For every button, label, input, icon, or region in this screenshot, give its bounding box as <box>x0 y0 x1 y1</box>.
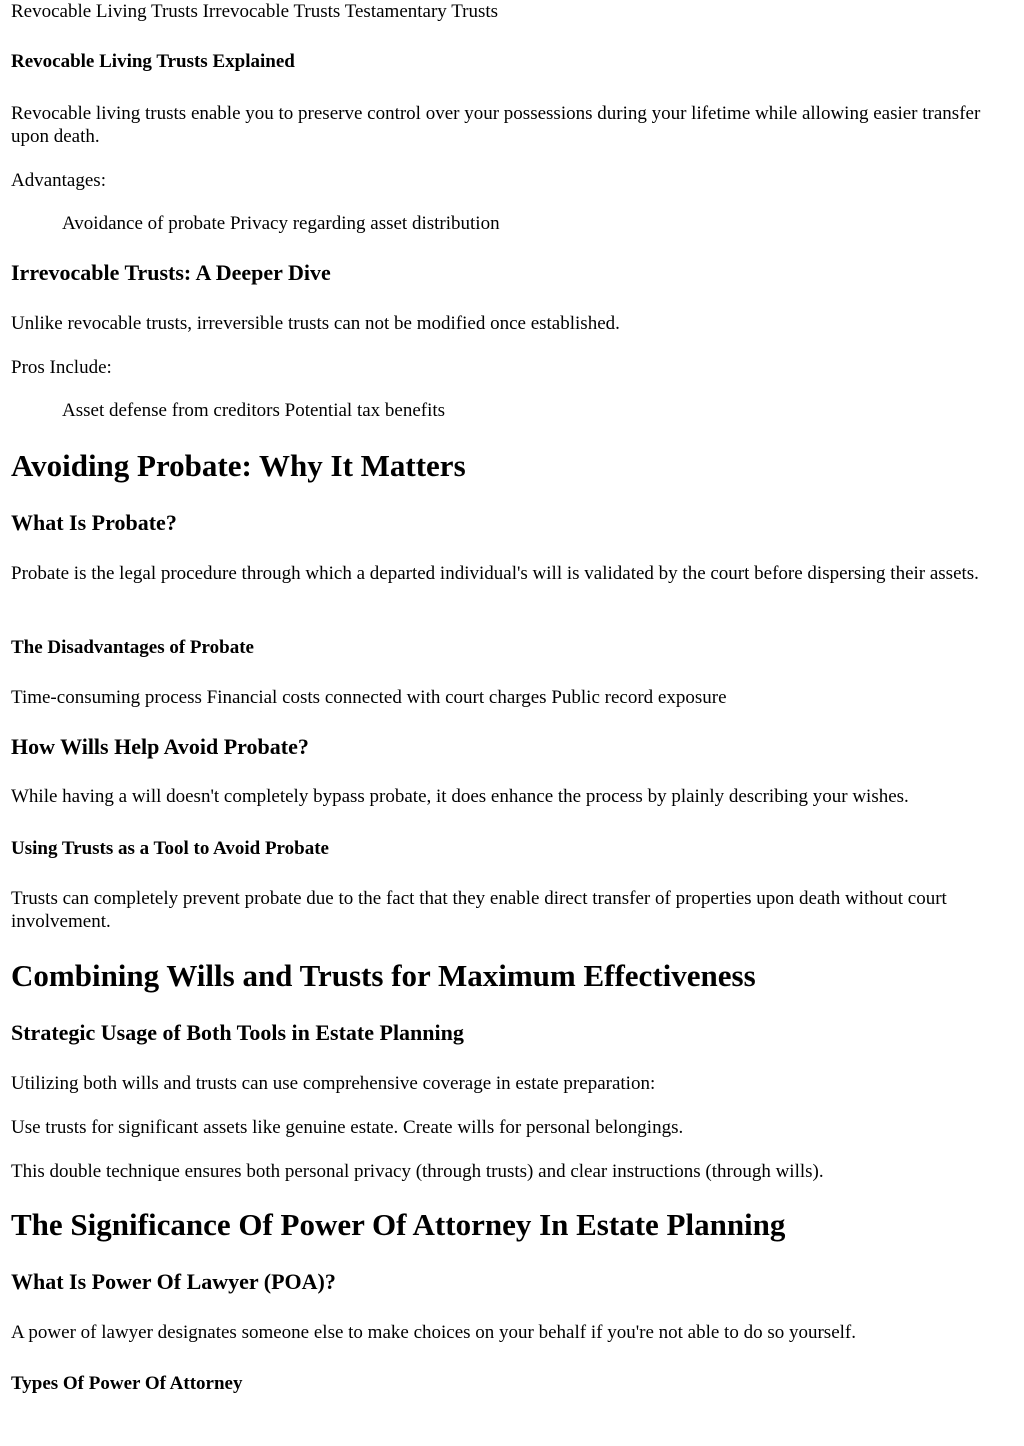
pros-label: Pros Include: <box>11 357 112 378</box>
revocable-body: Revocable living trusts enable you to preserve control over your possessions during your lifetime while allowing easier transfer upon death. <box>11 103 981 147</box>
what-is-poa-heading: What Is Power Of Lawyer (POA)? <box>11 1269 336 1294</box>
irrevocable-body: Unlike revocable trusts, irreversible trusts can not be modified once established. <box>11 313 620 334</box>
what-is-probate-heading: What Is Probate? <box>11 510 177 535</box>
wills-avoid-probate-heading: How Wills Help Avoid Probate? <box>11 734 309 759</box>
trusts-tool-body: Trusts can completely prevent probate due to the fact that they enable direct transfer of properties upon death without court involvement. <box>11 888 947 932</box>
disadvantages-heading: The Disadvantages of Probate <box>11 637 254 658</box>
combining-closing: This double technique ensures both personal privacy (through trusts) and clear instructions (through wills). <box>11 1161 824 1182</box>
combining-intro: Utilizing both wills and trusts can use comprehensive coverage in estate preparation: <box>11 1073 656 1094</box>
irrevocable-heading: Irrevocable Trusts: A Deeper Dive <box>11 260 331 285</box>
advantages-list: Avoidance of probate Privacy regarding asset distribution <box>62 213 500 234</box>
trusts-tool-heading: Using Trusts as a Tool to Avoid Probate <box>11 838 329 859</box>
combining-list: Use trusts for significant assets like genuine estate. Create wills for personal belongings. <box>11 1117 684 1138</box>
strategic-usage-heading: Strategic Usage of Both Tools in Estate Planning <box>11 1020 464 1045</box>
wills-avoid-probate-body: While having a will doesn't completely bypass probate, it does enhance the process by plainly describing your wishes. <box>11 786 909 807</box>
advantages-label: Advantages: <box>11 170 106 191</box>
poa-section-heading: The Significance Of Power Of Attorney In Estate Planning <box>11 1207 786 1242</box>
disadvantages-list: Time-consuming process Financial costs connected with court charges Public record exposure <box>11 687 727 708</box>
what-is-poa-body: A power of lawyer designates someone else to make choices on your behalf if you're not able to do so yourself. <box>11 1322 856 1343</box>
revocable-heading: Revocable Living Trusts Explained <box>11 51 295 72</box>
pros-list: Asset defense from creditors Potential tax benefits <box>62 400 446 421</box>
combining-section-heading: Combining Wills and Trusts for Maximum Effectiveness <box>11 958 756 993</box>
what-is-probate-body: Probate is the legal procedure through which a departed individual's will is validated by the court before dispersing their assets. <box>11 563 979 584</box>
trust-types-nav: Revocable Living Trusts Irrevocable Trusts Testamentary Trusts <box>11 1 499 22</box>
poa-types-heading: Types Of Power Of Attorney <box>11 1373 243 1394</box>
probate-section-heading: Avoiding Probate: Why It Matters <box>11 448 466 483</box>
